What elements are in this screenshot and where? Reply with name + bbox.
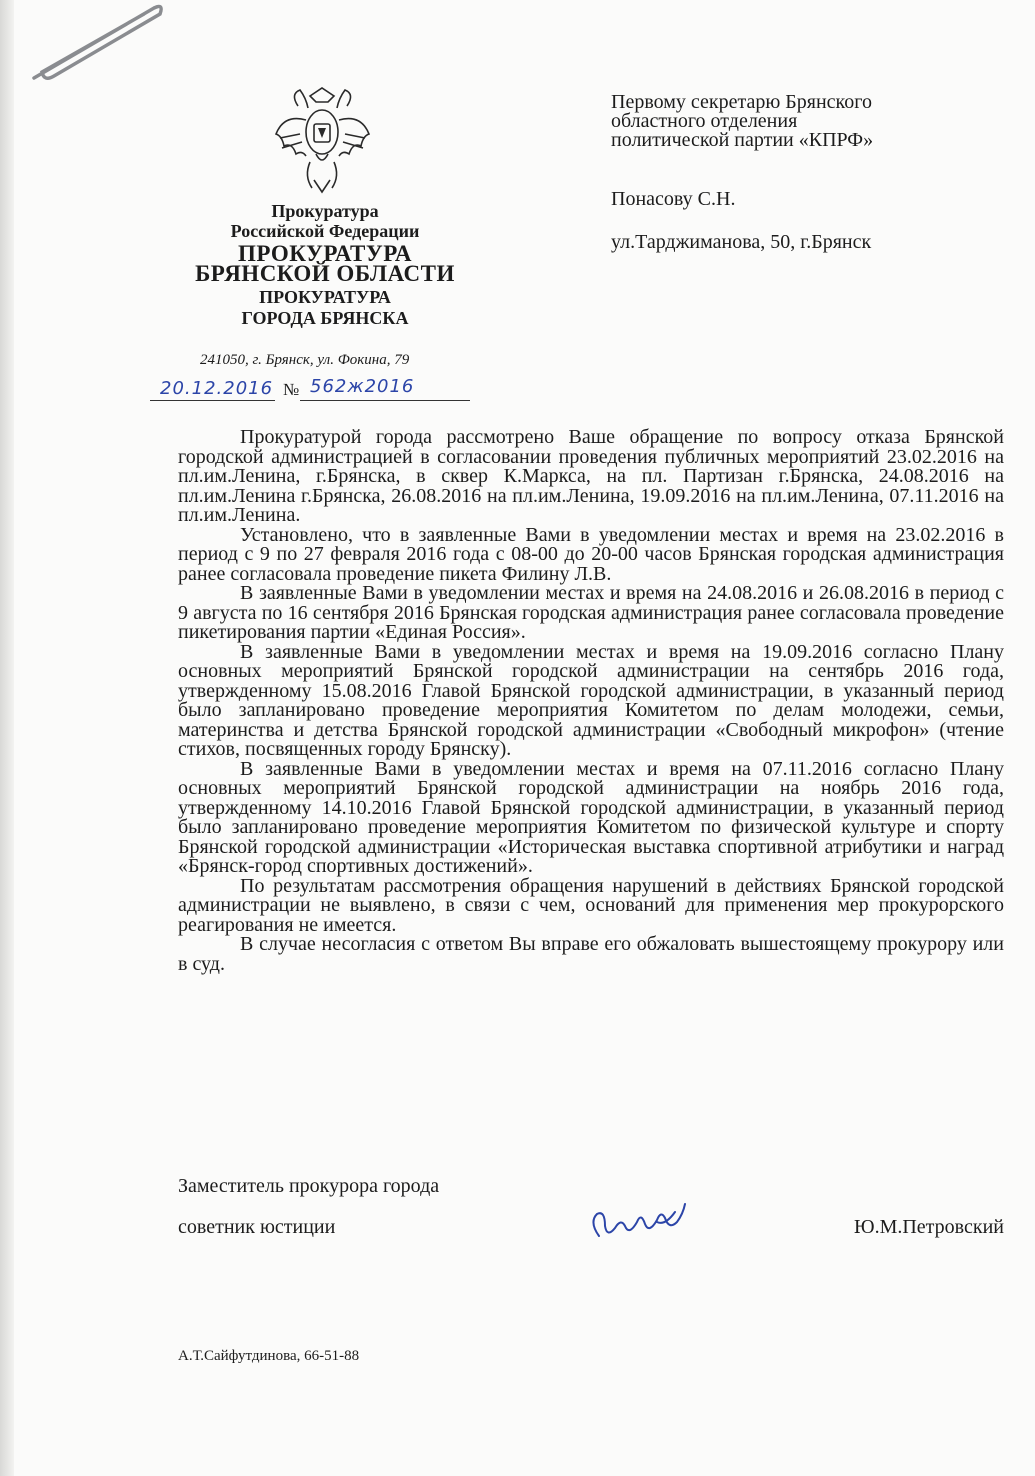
org-line-4: БРЯНСКОЙ ОБЛАСТИ xyxy=(195,261,455,286)
signer-name: Ю.М.Петровский xyxy=(854,1216,1004,1238)
reg-date: 20.12.2016 xyxy=(160,378,274,399)
paperclip-icon xyxy=(14,0,174,92)
number-sign: № xyxy=(283,380,300,399)
letter-body xyxy=(178,428,1004,974)
body-paragraph: Установлено, что в заявленные Вами в уведомлении местах и время на 23.02.2016 в период с 9 по 27 февраля 2016 года с 08-00 до 20-00 часов Брянская городская администрация ранее согласовала проведение пикета Филину Л.В. xyxy=(178,523,1004,585)
recipient-block xyxy=(611,93,873,252)
org-line-3: ПРОКУРАТУРА xyxy=(238,241,412,266)
recipient-name: Понасову С.Н. xyxy=(611,188,736,210)
recipient-address: ул.Тарджиманова, 50, г.Брянск xyxy=(611,231,872,253)
org-line-6: ГОРОДА БРЯНСКА xyxy=(241,308,409,328)
body-paragraph: В заявленные Вами в уведомлении местах и время на 19.09.2016 согласно Плану основных мероприятий Брянской городской администрации на сентябрь 2016 года, утвержденному 15.08.2016 Главой Брянской городской администрации, в указанный период было запланировано проведение мероприятия Комитетом по делам молодежи, семьи, материнства и детства Брянской городской администрации «Свободный микрофон» (чтение стихов, посвященных городу Брянску). xyxy=(178,640,1004,760)
body-paragraph: Прокуратурой города рассмотрено Ваше обращение по вопросу отказа Брянской городской администрацией в согласовании проведения публичных мероприятий 23.02.2016 на пл.им.Ленина, г.Брянска, в сквер К.Маркса, на пл. Партизан г.Брянска, 24.08.2016 на пл.им.Ленина г.Брянска, 26.08.2016 на пл.им.Ленина, 19.09.2016 на пл.им.Ленина, 07.11.2016 на пл.им.Ленина. xyxy=(178,426,1004,526)
recipient-line-1: Первому секретарю Брянского xyxy=(611,91,872,113)
signer-rank: советник юстиции xyxy=(178,1216,336,1238)
executor-contact: А.Т.Сайфутдинова, 66-51-88 xyxy=(178,1348,360,1364)
reg-no-underline xyxy=(300,400,470,401)
scan-edge xyxy=(0,0,14,1476)
recipient-line-2: областного отделения xyxy=(611,110,798,132)
body-paragraph: В случае несогласия с ответом Вы вправе его обжаловать вышестоящему прокурору или в суд. xyxy=(178,933,1004,975)
body-paragraph: В заявленные Вами в уведомлении местах и время на 07.11.2016 согласно Плану основных мероприятий Брянской городской администрации на ноябрь 2016 года, утвержденному 14.10.2016 Главой Брянской городской администрации, в указанный период было запланировано проведение мероприятия Комитетом по физической культуре и спорту Брянской городской администрации «Историческая выставка спортивной атрибутики и наград «Брянск-город спортивных достижений». xyxy=(178,757,1004,877)
org-line-1: Прокуратура xyxy=(271,201,379,221)
coat-of-arms-icon xyxy=(270,84,375,196)
body-paragraph: В заявленные Вами в уведомлении местах и время на 24.08.2016 и 26.08.2016 в период с 9 августа по 16 сентября 2016 Брянская городская администрация ранее согласовала проведение пикетирования партии «Единая Россия». xyxy=(178,582,1004,643)
reg-date-underline xyxy=(150,400,275,401)
recipient-line-3: политической партии «КПРФ» xyxy=(611,129,874,151)
sender-address: 241050, г. Брянск, ул. Фокина, 79 xyxy=(200,352,410,368)
reg-number: 562ж2016 xyxy=(310,376,415,397)
signature-mark xyxy=(585,1192,705,1252)
org-line-5: ПРОКУРАТУРА xyxy=(259,287,391,307)
registration-line xyxy=(150,376,470,404)
signer-title: Заместитель прокурора города xyxy=(178,1175,440,1197)
org-line-2: Российской Федерации xyxy=(230,221,420,241)
body-paragraph: По результатам рассмотрения обращения нарушений в действиях Брянской городской администрации не выявлено, в связи с чем, оснований для применения мер прокурорского реагирования не имеется. xyxy=(178,874,1004,936)
